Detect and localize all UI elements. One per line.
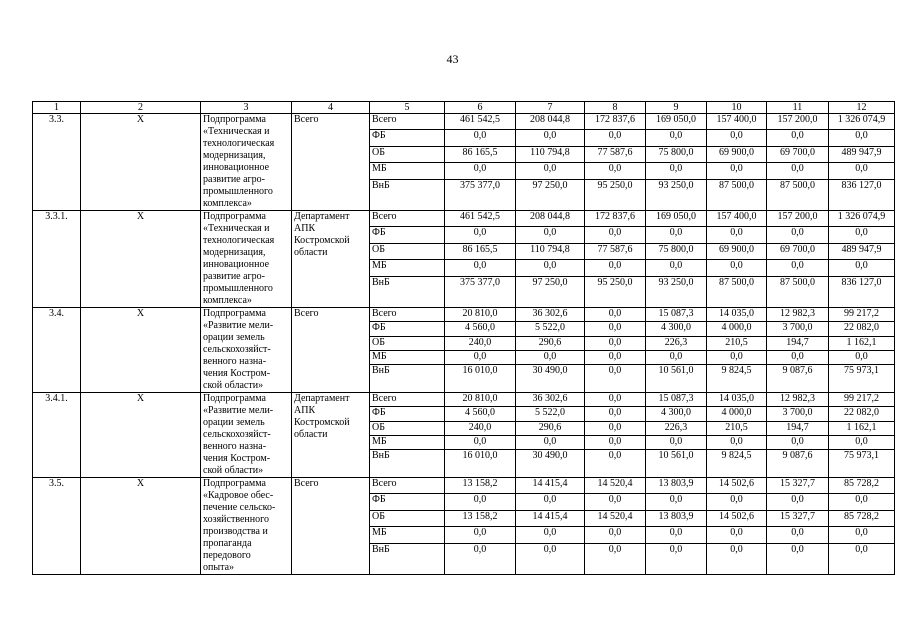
- table-row: [33, 393, 895, 407]
- program-name-line: технологическая: [203, 235, 275, 246]
- amount-cell: 0,0: [707, 163, 767, 179]
- amount-cell: 0,0: [829, 351, 895, 365]
- amount-cell: 0,0: [767, 527, 829, 543]
- table-row: [33, 114, 895, 130]
- header-cell: 12: [829, 102, 895, 114]
- program-name-line: инновационное: [203, 259, 270, 270]
- amount-cell: 9 824,5: [707, 450, 767, 478]
- amount-cell: 0,0: [646, 227, 707, 243]
- funding-source: ВнБ: [370, 365, 445, 393]
- program-name-line: венного назна-: [203, 441, 267, 452]
- funding-source: ОБ: [370, 146, 445, 162]
- amount-cell: 0,0: [516, 494, 585, 510]
- amount-cell: 75 973,1: [829, 365, 895, 393]
- amount-cell: 489 947,9: [829, 146, 895, 162]
- amount-cell: 13 158,2: [445, 510, 516, 526]
- amount-cell: 0,0: [445, 260, 516, 276]
- amount-cell: 836 127,0: [829, 179, 895, 211]
- header-cell: 5: [370, 102, 445, 114]
- amount-cell: 10 561,0: [646, 365, 707, 393]
- amount-cell: 110 794,8: [516, 243, 585, 259]
- amount-cell: 0,0: [767, 163, 829, 179]
- amount-cell: 30 490,0: [516, 365, 585, 393]
- amount-cell: 99 217,2: [829, 393, 895, 407]
- header-cell: 1: [33, 102, 81, 114]
- item-mark: X: [81, 393, 201, 478]
- program-name-line: пропаганда: [203, 538, 252, 549]
- amount-cell: 5 522,0: [516, 407, 585, 421]
- item-number: 3.4.: [33, 308, 81, 393]
- program-name-line: сельскохозяйст-: [203, 344, 271, 355]
- amount-cell: 12 982,3: [767, 308, 829, 322]
- amount-cell: 13 803,9: [646, 478, 707, 494]
- amount-cell: 9 824,5: [707, 365, 767, 393]
- program-name-line: «Кадровое обес-: [203, 490, 274, 501]
- amount-cell: 13 158,2: [445, 478, 516, 494]
- table-row: [33, 478, 895, 494]
- amount-cell: 0,0: [516, 527, 585, 543]
- amount-cell: 0,0: [646, 543, 707, 575]
- amount-cell: 0,0: [646, 130, 707, 146]
- amount-cell: 0,0: [707, 260, 767, 276]
- amount-cell: 14 035,0: [707, 393, 767, 407]
- header-cell: 3: [201, 102, 292, 114]
- funding-source: Всего: [370, 114, 445, 130]
- amount-cell: 0,0: [829, 227, 895, 243]
- amount-cell: 0,0: [585, 260, 646, 276]
- amount-cell: 0,0: [445, 351, 516, 365]
- amount-cell: 0,0: [585, 163, 646, 179]
- amount-cell: 85 728,2: [829, 478, 895, 494]
- amount-cell: 9 087,6: [767, 450, 829, 478]
- program-name-line: развитие агро-: [203, 271, 265, 282]
- amount-cell: 836 127,0: [829, 276, 895, 308]
- amount-cell: 461 542,5: [445, 114, 516, 130]
- amount-cell: 0,0: [707, 227, 767, 243]
- amount-cell: 1 162,1: [829, 336, 895, 350]
- funding-source: МБ: [370, 163, 445, 179]
- amount-cell: 0,0: [445, 163, 516, 179]
- amount-cell: 240,0: [445, 421, 516, 435]
- program-name: [201, 308, 292, 393]
- program-name-line: орации земель: [203, 332, 265, 343]
- amount-cell: 14 415,4: [516, 510, 585, 526]
- item-number: 3.3.1.: [33, 211, 81, 308]
- amount-cell: 0,0: [829, 130, 895, 146]
- amount-cell: 22 082,0: [829, 322, 895, 336]
- amount-cell: 0,0: [585, 130, 646, 146]
- amount-cell: 0,0: [646, 163, 707, 179]
- amount-cell: 0,0: [585, 322, 646, 336]
- executor-line: Всего: [294, 114, 319, 125]
- amount-cell: 20 810,0: [445, 308, 516, 322]
- amount-cell: 169 050,0: [646, 211, 707, 227]
- amount-cell: 157 200,0: [767, 211, 829, 227]
- amount-cell: 169 050,0: [646, 114, 707, 130]
- amount-cell: 0,0: [707, 130, 767, 146]
- executor-line: Департамент: [294, 393, 350, 404]
- program-name-line: орации земель: [203, 417, 265, 428]
- item-mark: X: [81, 308, 201, 393]
- amount-cell: 14 502,6: [707, 478, 767, 494]
- funding-source: Всего: [370, 211, 445, 227]
- amount-cell: 16 010,0: [445, 450, 516, 478]
- amount-cell: 194,7: [767, 336, 829, 350]
- header-cell: 11: [767, 102, 829, 114]
- amount-cell: 97 250,0: [516, 276, 585, 308]
- program-name-line: хозяйственного: [203, 514, 269, 525]
- item-number: 3.5.: [33, 478, 81, 575]
- program-name-line: Подпрограмма: [203, 308, 266, 319]
- executor-line: АПК: [294, 223, 316, 234]
- executor-line: Департамент: [294, 211, 350, 222]
- amount-cell: 0,0: [767, 436, 829, 450]
- amount-cell: 14 415,4: [516, 478, 585, 494]
- amount-cell: 36 302,6: [516, 308, 585, 322]
- amount-cell: 226,3: [646, 336, 707, 350]
- amount-cell: 15 087,3: [646, 308, 707, 322]
- page-number: 43: [446, 52, 459, 66]
- amount-cell: 14 520,4: [585, 478, 646, 494]
- amount-cell: 97 250,0: [516, 179, 585, 211]
- amount-cell: 210,5: [707, 336, 767, 350]
- amount-cell: 0,0: [646, 436, 707, 450]
- header-cell: 10: [707, 102, 767, 114]
- amount-cell: 4 000,0: [707, 322, 767, 336]
- amount-cell: 0,0: [585, 450, 646, 478]
- funding-source: Всего: [370, 478, 445, 494]
- amount-cell: 0,0: [829, 163, 895, 179]
- executor-line: области: [294, 429, 328, 440]
- amount-cell: 69 900,0: [707, 243, 767, 259]
- amount-cell: 0,0: [767, 227, 829, 243]
- amount-cell: 1 326 074,9: [829, 114, 895, 130]
- funding-source: МБ: [370, 436, 445, 450]
- amount-cell: 172 837,6: [585, 114, 646, 130]
- program-name-line: комплекса»: [203, 295, 252, 306]
- budget-table: [32, 101, 895, 575]
- amount-cell: 16 010,0: [445, 365, 516, 393]
- amount-cell: 4 000,0: [707, 407, 767, 421]
- program-name-line: передового: [203, 550, 251, 561]
- program-name-line: промышленного: [203, 186, 273, 197]
- amount-cell: 208 044,8: [516, 114, 585, 130]
- amount-cell: 157 400,0: [707, 211, 767, 227]
- amount-cell: 15 327,7: [767, 510, 829, 526]
- executor-line: Всего: [294, 478, 319, 489]
- program-name-line: ской области»: [203, 380, 264, 391]
- amount-cell: 0,0: [829, 527, 895, 543]
- funding-source: ФБ: [370, 322, 445, 336]
- item-number: 3.3.: [33, 114, 81, 211]
- amount-cell: 14 502,6: [707, 510, 767, 526]
- executor-line: области: [294, 247, 328, 258]
- amount-cell: 0,0: [516, 227, 585, 243]
- amount-cell: 0,0: [445, 130, 516, 146]
- program-name-line: модернизация,: [203, 150, 266, 161]
- amount-cell: 69 700,0: [767, 146, 829, 162]
- program-name-line: комплекса»: [203, 198, 252, 209]
- header-cell: 7: [516, 102, 585, 114]
- amount-cell: 210,5: [707, 421, 767, 435]
- amount-cell: 375 377,0: [445, 179, 516, 211]
- funding-source: ФБ: [370, 227, 445, 243]
- program-name-line: печение сельско-: [203, 502, 276, 513]
- amount-cell: 1 162,1: [829, 421, 895, 435]
- amount-cell: 36 302,6: [516, 393, 585, 407]
- header-cell: 6: [445, 102, 516, 114]
- amount-cell: 77 587,6: [585, 243, 646, 259]
- amount-cell: 0,0: [829, 260, 895, 276]
- amount-cell: 0,0: [585, 393, 646, 407]
- program-name-line: Подпрограмма: [203, 393, 266, 404]
- amount-cell: 4 300,0: [646, 322, 707, 336]
- amount-cell: 0,0: [585, 407, 646, 421]
- program-name-line: чения Костром-: [203, 453, 271, 464]
- amount-cell: 194,7: [767, 421, 829, 435]
- amount-cell: 0,0: [829, 494, 895, 510]
- program-name-line: Подпрограмма: [203, 211, 266, 222]
- amount-cell: 0,0: [707, 436, 767, 450]
- amount-cell: 290,6: [516, 336, 585, 350]
- amount-cell: 226,3: [646, 421, 707, 435]
- amount-cell: 10 561,0: [646, 450, 707, 478]
- funding-source: ФБ: [370, 494, 445, 510]
- funding-source: Всего: [370, 393, 445, 407]
- amount-cell: 15 087,3: [646, 393, 707, 407]
- program-name: [201, 393, 292, 478]
- amount-cell: 0,0: [767, 130, 829, 146]
- amount-cell: 69 700,0: [767, 243, 829, 259]
- executor-line: Всего: [294, 308, 319, 319]
- amount-cell: 3 700,0: [767, 407, 829, 421]
- amount-cell: 0,0: [646, 494, 707, 510]
- amount-cell: 157 200,0: [767, 114, 829, 130]
- executor-line: Костромской: [294, 417, 350, 428]
- amount-cell: 13 803,9: [646, 510, 707, 526]
- amount-cell: 0,0: [585, 365, 646, 393]
- amount-cell: 0,0: [585, 436, 646, 450]
- funding-source: МБ: [370, 351, 445, 365]
- amount-cell: 0,0: [585, 336, 646, 350]
- funding-source: ОБ: [370, 243, 445, 259]
- amount-cell: 0,0: [445, 543, 516, 575]
- program-name-line: венного назна-: [203, 356, 267, 367]
- program-name-line: модернизация,: [203, 247, 266, 258]
- amount-cell: 87 500,0: [767, 179, 829, 211]
- amount-cell: 0,0: [707, 351, 767, 365]
- amount-cell: 93 250,0: [646, 276, 707, 308]
- program-name-line: развитие агро-: [203, 174, 265, 185]
- amount-cell: 375 377,0: [445, 276, 516, 308]
- amount-cell: 4 300,0: [646, 407, 707, 421]
- executor: [292, 114, 370, 211]
- header-cell: 2: [81, 102, 201, 114]
- funding-source: Всего: [370, 308, 445, 322]
- amount-cell: 22 082,0: [829, 407, 895, 421]
- amount-cell: 69 900,0: [707, 146, 767, 162]
- amount-cell: 489 947,9: [829, 243, 895, 259]
- amount-cell: 0,0: [646, 260, 707, 276]
- item-mark: X: [81, 114, 201, 211]
- amount-cell: 75 800,0: [646, 243, 707, 259]
- amount-cell: 5 522,0: [516, 322, 585, 336]
- amount-cell: 110 794,8: [516, 146, 585, 162]
- executor-line: АПК: [294, 405, 316, 416]
- funding-source: МБ: [370, 527, 445, 543]
- program-name-line: инновационное: [203, 162, 270, 173]
- program-name-line: ской области»: [203, 465, 264, 476]
- amount-cell: 12 982,3: [767, 393, 829, 407]
- funding-source: ВнБ: [370, 450, 445, 478]
- amount-cell: 1 326 074,9: [829, 211, 895, 227]
- amount-cell: 85 728,2: [829, 510, 895, 526]
- header-cell: 4: [292, 102, 370, 114]
- amount-cell: 14 035,0: [707, 308, 767, 322]
- program-name-line: чения Костром-: [203, 368, 271, 379]
- amount-cell: 0,0: [585, 308, 646, 322]
- funding-source: ВнБ: [370, 276, 445, 308]
- amount-cell: 3 700,0: [767, 322, 829, 336]
- executor: [292, 308, 370, 393]
- amount-cell: 0,0: [445, 436, 516, 450]
- amount-cell: 0,0: [707, 494, 767, 510]
- amount-cell: 93 250,0: [646, 179, 707, 211]
- item-number: 3.4.1.: [33, 393, 81, 478]
- funding-source: ОБ: [370, 336, 445, 350]
- item-mark: X: [81, 478, 201, 575]
- amount-cell: 0,0: [767, 260, 829, 276]
- amount-cell: 0,0: [829, 436, 895, 450]
- program-name-line: «Развитие мели-: [203, 320, 274, 331]
- amount-cell: 86 165,5: [445, 146, 516, 162]
- program-name-line: Подпрограмма: [203, 478, 266, 489]
- amount-cell: 87 500,0: [707, 179, 767, 211]
- header-row: [33, 102, 895, 114]
- funding-source: ВнБ: [370, 543, 445, 575]
- amount-cell: 9 087,6: [767, 365, 829, 393]
- amount-cell: 0,0: [585, 227, 646, 243]
- funding-source: ОБ: [370, 421, 445, 435]
- program-name-line: «Техническая и: [203, 126, 270, 137]
- funding-source: ОБ: [370, 510, 445, 526]
- amount-cell: 86 165,5: [445, 243, 516, 259]
- amount-cell: 0,0: [585, 494, 646, 510]
- amount-cell: 0,0: [445, 527, 516, 543]
- amount-cell: 0,0: [767, 351, 829, 365]
- amount-cell: 0,0: [516, 351, 585, 365]
- amount-cell: 0,0: [585, 421, 646, 435]
- amount-cell: 0,0: [646, 351, 707, 365]
- executor-line: Костромской: [294, 235, 350, 246]
- amount-cell: 0,0: [516, 543, 585, 575]
- amount-cell: 14 520,4: [585, 510, 646, 526]
- amount-cell: 0,0: [516, 260, 585, 276]
- item-mark: X: [81, 211, 201, 308]
- executor: [292, 393, 370, 478]
- amount-cell: 0,0: [767, 494, 829, 510]
- amount-cell: 87 500,0: [767, 276, 829, 308]
- program-name: [201, 478, 292, 575]
- amount-cell: 4 560,0: [445, 407, 516, 421]
- program-name-line: технологическая: [203, 138, 275, 149]
- amount-cell: 0,0: [585, 527, 646, 543]
- amount-cell: 95 250,0: [585, 179, 646, 211]
- funding-source: ФБ: [370, 130, 445, 146]
- amount-cell: 30 490,0: [516, 450, 585, 478]
- amount-cell: 0,0: [767, 543, 829, 575]
- program-name-line: опыта»: [203, 562, 235, 573]
- program-name: [201, 114, 292, 211]
- program-name-line: промышленного: [203, 283, 273, 294]
- executor: [292, 478, 370, 575]
- amount-cell: 0,0: [445, 227, 516, 243]
- amount-cell: 0,0: [516, 163, 585, 179]
- amount-cell: 77 587,6: [585, 146, 646, 162]
- amount-cell: 0,0: [707, 543, 767, 575]
- program-name: [201, 211, 292, 308]
- amount-cell: 461 542,5: [445, 211, 516, 227]
- amount-cell: 0,0: [646, 527, 707, 543]
- program-name-line: Подпрограмма: [203, 114, 266, 125]
- amount-cell: 290,6: [516, 421, 585, 435]
- header-cell: 9: [646, 102, 707, 114]
- executor: [292, 211, 370, 308]
- amount-cell: 87 500,0: [707, 276, 767, 308]
- program-name-line: сельскохозяйст-: [203, 429, 271, 440]
- amount-cell: 208 044,8: [516, 211, 585, 227]
- amount-cell: 157 400,0: [707, 114, 767, 130]
- table-row: [33, 308, 895, 322]
- program-name-line: «Развитие мели-: [203, 405, 274, 416]
- funding-source: МБ: [370, 260, 445, 276]
- amount-cell: 20 810,0: [445, 393, 516, 407]
- header-cell: 8: [585, 102, 646, 114]
- amount-cell: 0,0: [707, 527, 767, 543]
- funding-source: ФБ: [370, 407, 445, 421]
- amount-cell: 4 560,0: [445, 322, 516, 336]
- amount-cell: 75 973,1: [829, 450, 895, 478]
- amount-cell: 0,0: [585, 543, 646, 575]
- amount-cell: 15 327,7: [767, 478, 829, 494]
- program-name-line: производства и: [203, 526, 268, 537]
- amount-cell: 172 837,6: [585, 211, 646, 227]
- program-name-line: «Техническая и: [203, 223, 270, 234]
- amount-cell: 95 250,0: [585, 276, 646, 308]
- amount-cell: 0,0: [585, 351, 646, 365]
- funding-source: ВнБ: [370, 179, 445, 211]
- amount-cell: 99 217,2: [829, 308, 895, 322]
- amount-cell: 0,0: [516, 130, 585, 146]
- amount-cell: 75 800,0: [646, 146, 707, 162]
- table-row: [33, 211, 895, 227]
- amount-cell: 0,0: [829, 543, 895, 575]
- amount-cell: 0,0: [516, 436, 585, 450]
- amount-cell: 0,0: [445, 494, 516, 510]
- table-body: [33, 102, 895, 575]
- amount-cell: 240,0: [445, 336, 516, 350]
